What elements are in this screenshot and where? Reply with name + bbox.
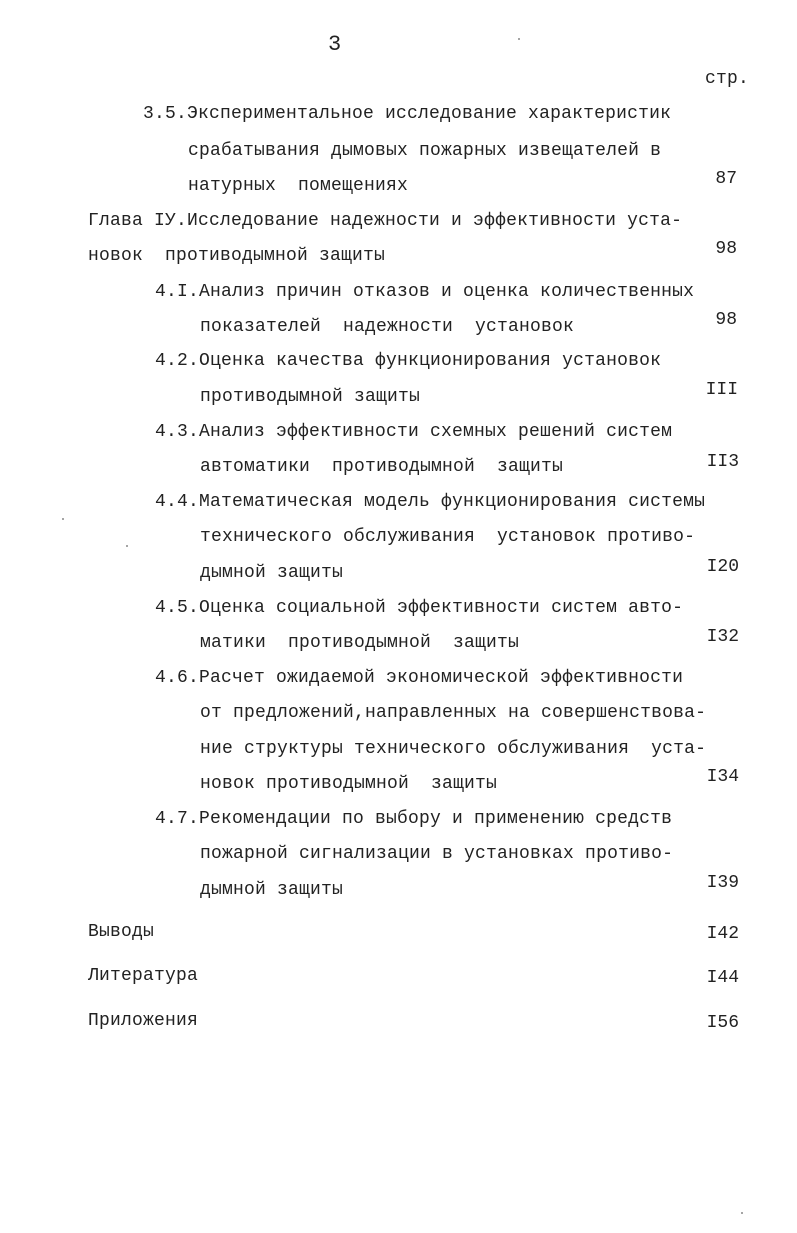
- toc-entry-3-5-line-1: 3.5.Экспериментальное исследование характеристик: [143, 104, 672, 124]
- toc-entry-4-6-line-3: ние структуры технического обслуживания уста-: [200, 739, 707, 759]
- toc-entry-4-2-line-2: противодымной защиты: [200, 387, 421, 407]
- toc-appendices: Приложения: [88, 1011, 199, 1031]
- toc-entry-4-1-line-2: показателей надежности установок: [200, 317, 575, 337]
- toc-entry-4-6-page: I34: [706, 767, 739, 787]
- toc-entry-4-6-line-4: новок противодымной защиты: [200, 774, 498, 794]
- toc-entry-3-5-line-2: срабатывания дымовых пожарных извещателей в: [188, 141, 662, 161]
- scan-speck: [126, 545, 128, 547]
- toc-entry-4-4-page: I20: [706, 557, 739, 577]
- toc-entry-3-5-page: 87: [715, 169, 737, 189]
- toc-entry-4-3-line-1: 4.3.Анализ эффективности схемных решений систем: [155, 422, 673, 442]
- toc-entry-4-4-line-3: дымной защиты: [200, 563, 344, 583]
- toc-entry-4-5-line-1: 4.5.Оценка социальной эффективности систем авто-: [155, 598, 684, 618]
- toc-conclusions-page: I42: [706, 924, 739, 944]
- toc-entry-3-5-line-3: натурных помещениях: [188, 176, 409, 196]
- toc-entry-4-2-page: III: [705, 380, 738, 400]
- toc-entry-4-3-page: II3: [706, 452, 739, 472]
- scan-speck: [741, 1212, 743, 1214]
- page-number: 3: [328, 32, 342, 57]
- toc-entry-4-1-line-1: 4.I.Анализ причин отказов и оценка количественных: [155, 282, 695, 302]
- toc-conclusions: Выводы: [88, 922, 155, 942]
- toc-entry-4-4-line-1: 4.4.Математическая модель функционирования системы: [155, 492, 706, 512]
- toc-entry-4-7-line-1: 4.7.Рекомендации по выбору и применению средств: [155, 809, 673, 829]
- toc-entry-4-3-line-2: автоматики противодымной защиты: [200, 457, 564, 477]
- toc-entry-4-5-line-2: матики противодымной защиты: [200, 633, 520, 653]
- scan-speck: [62, 518, 64, 520]
- toc-entry-4-6-line-1: 4.6.Расчет ожидаемой экономической эффективности: [155, 668, 684, 688]
- toc-entry-4-4-line-2: технического обслуживания установок противо-: [200, 527, 696, 547]
- page-column-header: стр.: [705, 69, 750, 89]
- toc-literature: Литература: [88, 966, 199, 986]
- toc-entry-4-2-line-1: 4.2.Оценка качества функционирования установок: [155, 351, 662, 371]
- toc-chapter-4-line-2: новок противодымной защиты: [88, 246, 386, 266]
- scan-speck: [518, 38, 520, 40]
- toc-chapter-4-page: 98: [715, 239, 737, 259]
- toc-entry-4-7-page: I39: [706, 873, 739, 893]
- toc-chapter-4-line-1: Глава IУ.Исследование надежности и эффективности уста-: [88, 211, 683, 231]
- toc-entry-4-5-page: I32: [706, 627, 739, 647]
- toc-entry-4-7-line-3: дымной защиты: [200, 880, 344, 900]
- toc-entry-4-1-page: 98: [715, 310, 737, 330]
- toc-literature-page: I44: [706, 968, 739, 988]
- toc-entry-4-7-line-2: пожарной сигнализации в установках противо-: [200, 844, 674, 864]
- toc-entry-4-6-line-2: от предложений,направленных на совершенствова-: [200, 703, 707, 723]
- toc-appendices-page: I56: [706, 1013, 739, 1033]
